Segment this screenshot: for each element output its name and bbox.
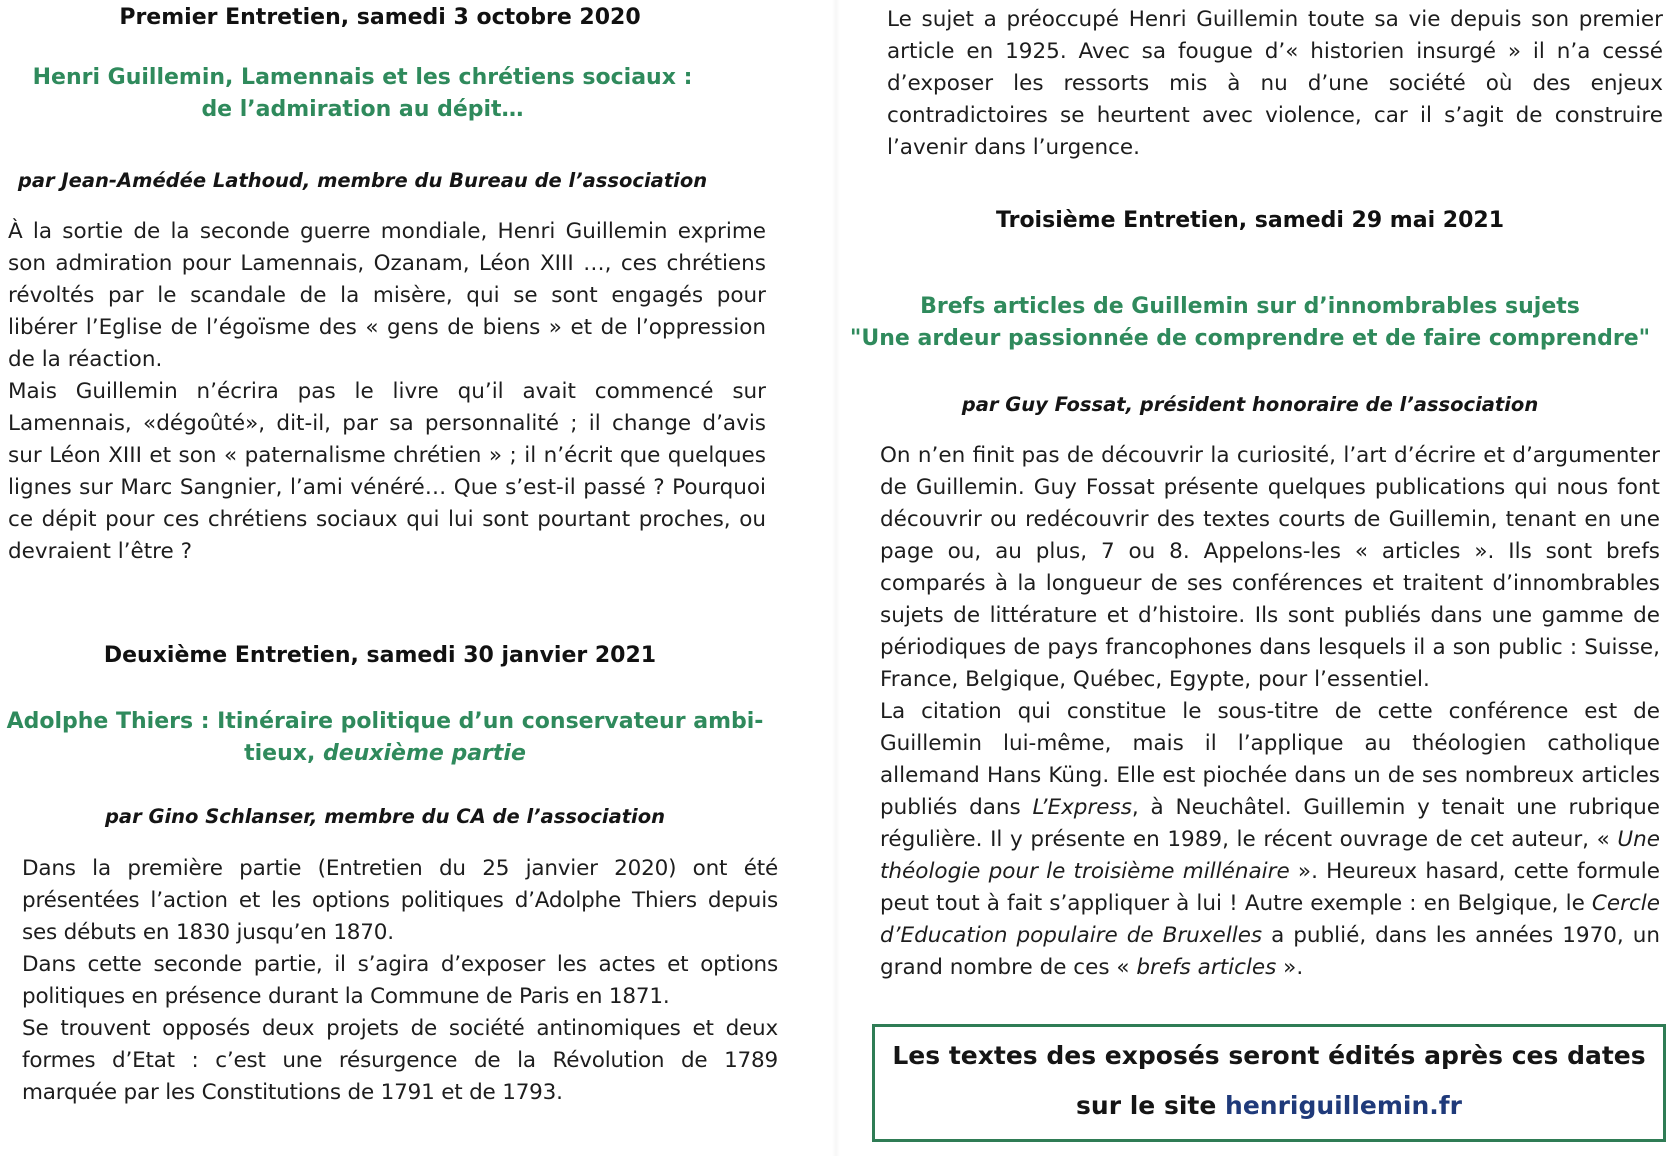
entretien2-subtitle-line2: [0, 738, 770, 770]
entretien3-text-b1: La citation qui constitue le sous-titre de cette conférence est de Guillemin lui-même, mais il l’applique au théologien catholique allemand Hans Küng. Elle est piochée dans un de ses nombreux articles publiés dans: [880, 699, 1660, 820]
notice-line-1: Les textes des exposés seront édités après ces dates: [892, 1041, 1646, 1070]
entretien2-subtitle-line1: Adolphe Thiers : Itinéraire politique d’un conservateur ambi-: [6, 709, 764, 734]
entretien2-subtitle-line2-italic: deuxième partie: [322, 741, 526, 766]
entretien3-text-b2: , à Neuchâtel. Guillemin y tenait une rubrique régulière. Il y présente en 1989, le récent ouvrage de cet auteur, «: [880, 795, 1660, 852]
entretien3-paragraph-1: On n’en finit pas de découvrir la curiosité, l’art d’écrire et d’argumenter de Guillemin. Guy Fossat présente quelques publications qui nous font découvrir ou redécouvrir des textes courts de Guillemin, tenant en une page ou, au plus, 7 ou 8. Appelons-les « articles ». Ils sont brefs comparés à la longueur de ses conférences et traitent d’innombrables sujets de littérature et d’histoire. Ils sont publiés dans une gamme de périodiques de pays francophones dans lesquels il a son public : Suisse, France, Belgique, Québec, Egypte, pour l’essentiel.: [880, 443, 1660, 692]
intro-right-text: [887, 4, 1663, 164]
entretien2-subtitle-line2-plain: tieux,: [244, 741, 323, 766]
intro-right-paragraph: Le sujet a préoccupé Henri Guillemin toute sa vie depuis son premier article en 1925. Avec sa fougue d’« historien insurgé » il n’a cessé d’exposer les ressorts mis à nu d’une société où des enjeux contradictoires se heurtent avec violence, car il s’agit de construire l’avenir dans l’urgence.: [887, 7, 1663, 160]
entretien3-heading: Troisième Entretien, samedi 29 mai 2021: [996, 208, 1504, 233]
notice-line-2: [875, 1089, 1663, 1123]
entretien2-paragraph-2: Dans cette seconde partie, il s’agira d’exposer les actes et options politiques en présence durant la Commune de Paris en 1871.: [22, 952, 778, 1009]
entretien3-subtitle-line2: "Une ardeur passionnée de comprendre et de faire comprendre": [849, 326, 1651, 351]
notice-site-prefix: sur le site: [1076, 1091, 1217, 1120]
entretien1-subtitle: [0, 62, 725, 126]
entretien3-text-b4: a publié, dans les années 1970, un grand nombre de ces «: [880, 923, 1660, 980]
entretien1-heading: Premier Entretien, samedi 3 octobre 2020: [119, 5, 641, 30]
entretien1-author: par Jean-Amédée Lathoud, membre du Bureau de l’association: [17, 169, 708, 192]
entretien2-heading: Deuxième Entretien, samedi 30 janvier 2021: [103, 643, 657, 668]
publication-notice-box: [872, 1024, 1666, 1142]
entretien1-paragraph-1: À la sortie de la seconde guerre mondiale, Henri Guillemin exprime son admiration pour Lamennais, Ozanam, Léon XIII …, ces chrétiens révoltés par le scandale de la misère, qui se sont engagés pour libérer l’Eglise de l’égoïsme des « gens de biens » et de l’oppression de la réaction.: [8, 219, 766, 372]
entretien2-paragraph-3: Se trouvent opposés deux projets de société antinomiques et deux formes d’Etat : c’est une résurgence de la Révolution de 1789 marquée par les Constitutions de 1791 et de 1793.: [22, 1016, 778, 1105]
entretien3-subtitle-line1: Brefs articles de Guillemin sur d’innombrables sujets: [920, 294, 1580, 319]
entretien2-author: par Gino Schlanser, membre du CA de l’association: [104, 805, 666, 828]
entretien2-paragraph-1: Dans la première partie (Entretien du 25 janvier 2020) ont été présentées l’action et les options politiques d’Adolphe Thiers depuis ses débuts en 1830 jusqu’en 1870.: [22, 856, 778, 945]
entretien3-text: [880, 440, 1660, 984]
entretien3-italic-lexpress: L’Express: [1032, 795, 1132, 820]
entretien1-paragraph-2: Mais Guillemin n’écrira pas le livre qu’il avait commencé sur Lamennais, «dégoûté», dit-il, par sa personnalité ; il change d’avis sur Léon XIII et son « paternalisme chrétien » ; il n’écrit que quelques lignes sur Marc Sangnier, l’ami vénéré… Que s’est-il passé ? Pourquoi ce dépit pour ces chrétiens sociaux qui lui sont pourtant proches, ou devraient l’être ?: [8, 379, 766, 564]
entretien3-italic-theologie: Une théologie pour le troisième millénaire: [880, 827, 1660, 884]
entretien3-paragraph-2: [880, 696, 1660, 984]
entretien3-text-b5: ».: [1276, 955, 1304, 980]
entretien3-italic-brefs: brefs articles: [1136, 955, 1277, 980]
site-link[interactable]: henriguillemin.fr: [1225, 1091, 1462, 1120]
entretien3-italic-cercle: Cercle d’Education populaire de Bruxelles: [880, 891, 1660, 948]
entretien1-text: [8, 216, 766, 568]
entretien3-text-b3: ». Heureux hasard, cette formule peut tout à fait s’appliquer à lui ! Autre exemple : en Belgique, le: [880, 859, 1661, 916]
entretien2-subtitle: [0, 706, 770, 770]
entretien2-text: [22, 853, 778, 1109]
entretien3-subtitle: [835, 291, 1665, 355]
entretien1-subtitle-line2: de l’admiration au dépit…: [201, 97, 524, 122]
entretien3-author: par Guy Fossat, président honoraire de l’association: [961, 393, 1539, 416]
right-page: [835, 0, 1670, 1156]
entretien1-subtitle-line1: Henri Guillemin, Lamennais et les chrétiens sociaux :: [32, 65, 693, 90]
